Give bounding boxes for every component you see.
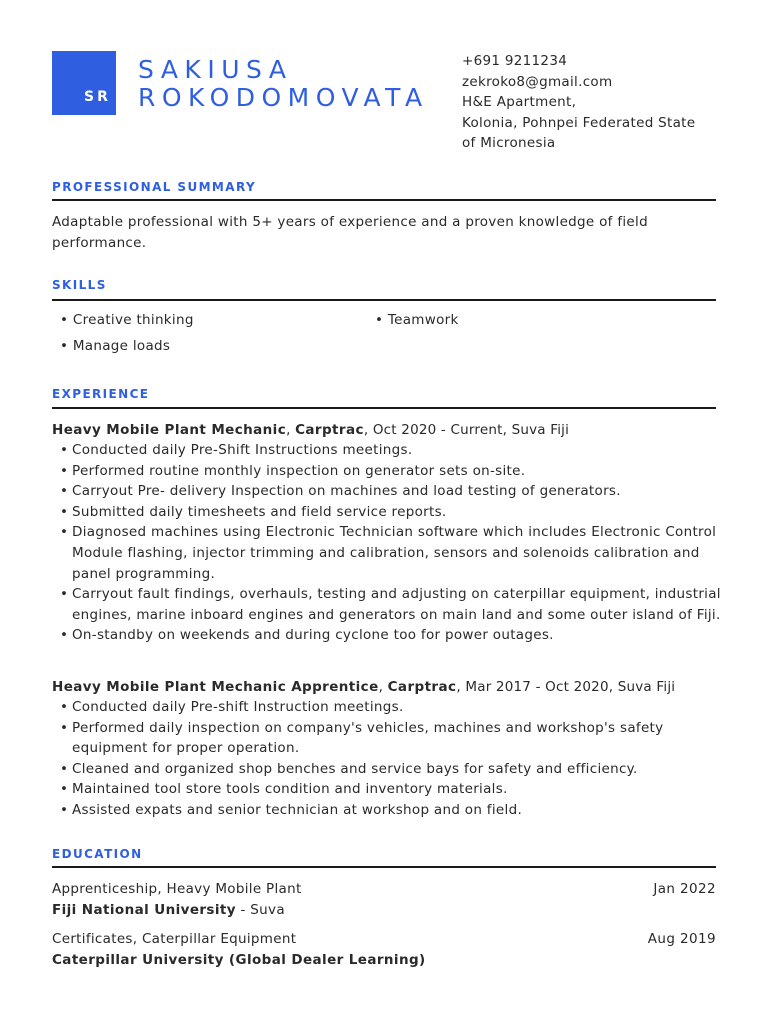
education-program: Certificates, Caterpillar Equipment <box>52 931 297 947</box>
candidate-name <box>138 56 429 112</box>
job-company: Carptrac <box>387 679 457 695</box>
skill-item: • Creative thinking <box>60 312 194 328</box>
job-bullets-1 <box>72 440 722 646</box>
skill-item: • Manage loads <box>60 338 171 354</box>
list-item: • On-standby on weekends and during cyclone too for power outages. <box>72 625 722 646</box>
email-address: zekroko8@gmail.com <box>462 73 613 90</box>
experience-divider <box>52 407 716 409</box>
education-divider <box>52 866 716 868</box>
job-role: Heavy Mobile Plant Mechanic <box>52 422 287 438</box>
contact-block <box>462 51 695 154</box>
job-role: Heavy Mobile Plant Mechanic Apprentice <box>52 679 379 695</box>
summary-text: Adaptable professional with 5+ years of experience and a proven knowledge of field performance. <box>52 214 648 251</box>
education-date: Jan 2022 <box>653 881 716 897</box>
education-institution: Fiji National University - Suva <box>52 902 285 918</box>
list-item: • Submitted daily timesheets and field service reports. <box>72 502 722 523</box>
list-item: • Assisted expats and senior technician at workshop and on field. <box>72 800 722 821</box>
job-details: , Mar 2017 - Oct 2020, Suva Fiji <box>456 679 676 695</box>
list-item: • Carryout fault findings, overhauls, testing and adjusting on caterpillar equipment, industrial engines, marine inboard engines and generators on main land and some outer island of Fiji. <box>72 584 722 625</box>
experience-heading: EXPERIENCE <box>52 387 150 401</box>
job-title-1: Heavy Mobile Plant Mechanic, Carptrac, Oct 2020 - Current, Suva Fiji <box>52 422 570 438</box>
job-title-2: Heavy Mobile Plant Mechanic Apprentice, Carptrac, Mar 2017 - Oct 2020, Suva Fiji <box>52 679 676 695</box>
list-item: • Performed daily inspection on company's vehicles, machines and workshop's safety equipment for proper operation. <box>72 718 722 759</box>
first-name: SAKIUSA <box>138 55 293 84</box>
list-item: • Conducted daily Pre-Shift Instructions meetings. <box>72 440 722 461</box>
skills-heading: SKILLS <box>52 278 107 292</box>
skills-divider <box>52 299 716 301</box>
education-program: Apprenticeship, Heavy Mobile Plant <box>52 881 302 897</box>
summary-divider <box>52 199 716 201</box>
monogram-initials: SR <box>84 89 111 105</box>
list-item: • Conducted daily Pre-shift Instruction meetings. <box>72 697 722 718</box>
last-name: ROKODOMOVATA <box>138 83 429 112</box>
address-line-1: H&E Apartment, <box>462 94 577 111</box>
summary-heading: PROFESSIONAL SUMMARY <box>52 180 257 194</box>
list-item: • Performed routine monthly inspection on generator sets on-site. <box>72 461 722 482</box>
job-company: Carptrac <box>295 422 364 438</box>
skill-item: • Teamwork <box>375 312 459 328</box>
list-item: • Maintained tool store tools condition and inventory materials. <box>72 779 722 800</box>
job-details: , Oct 2020 - Current, Suva Fiji <box>363 422 570 438</box>
list-item: • Cleaned and organized shop benches and service bays for safety and efficiency. <box>72 759 722 780</box>
address-line-3: of Micronesia <box>462 135 556 152</box>
list-item: • Carryout Pre- delivery Inspection on machines and load testing of generators. <box>72 481 722 502</box>
list-item: • Diagnosed machines using Electronic Technician software which includes Electronic Control Module flashing, injector trimming and calibration, sensors and solenoids calibration and panel programming. <box>72 522 722 584</box>
monogram-badge <box>52 51 116 115</box>
education-institution: Caterpillar University (Global Dealer Learning) <box>52 952 426 968</box>
job-bullets-2 <box>72 697 722 821</box>
education-date: Aug 2019 <box>647 931 716 947</box>
phone-number: +691 9211234 <box>462 53 568 69</box>
address-line-2: Kolonia, Pohnpei Federated State <box>462 114 696 131</box>
education-heading: EDUCATION <box>52 847 143 861</box>
